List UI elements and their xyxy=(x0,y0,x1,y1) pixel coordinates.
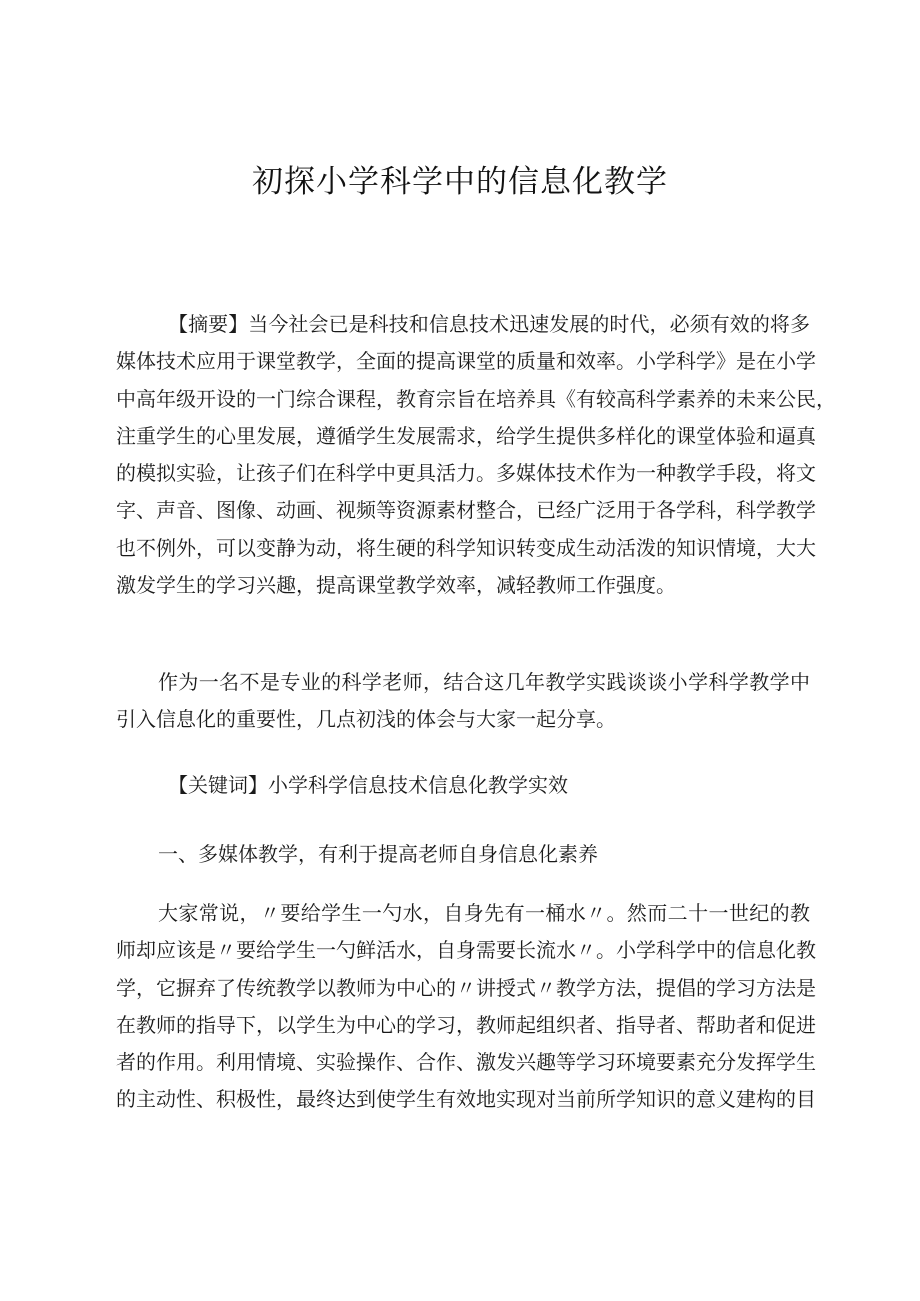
section1-paragraph xyxy=(116,895,816,1119)
abstract-line: 注重学生的心里发展，遵循学生发展需求，给学生提供多样化的课堂体验和逼真 xyxy=(116,423,816,448)
keywords-line: 【关键词】小学科学信息技术信息化教学实效 xyxy=(168,773,568,797)
abstract-paragraph xyxy=(116,306,836,604)
abstract-line: 也不例外，可以变静为动，将生硬的科学知识转变成生动活泼的知识情境，大大 xyxy=(116,535,816,560)
intro-paragraph xyxy=(116,664,810,739)
abstract-line: 【摘要】当今社会已是科技和信息技术迅速发展的时代，必须有效的将多 xyxy=(168,312,810,336)
section1-line: 大家常说，〃要给学生一勺水，自身先有一桶水〃。然而二十一世纪的教 xyxy=(158,901,810,925)
abstract-line: 字、声音、图像、动画、视频等资源素材整合，已经广泛用于各学科，科学教学 xyxy=(116,498,816,523)
abstract-line: 中高年级开设的一门综合课程，教育宗旨在培养具《有较高科学素养的未来公民， xyxy=(116,386,836,411)
section1-line: 的主动性、积极性，最终达到使学生有效地实现对当前所学知识的意义建构的目 xyxy=(116,1087,816,1112)
section-heading: 一、多媒体教学，有利于提高老师自身信息化素养 xyxy=(158,842,598,866)
document-title: 初探小学科学中的信息化教学 xyxy=(252,164,668,200)
abstract-line: 的模拟实验，让孩子们在科学中更具活力。多媒体技术作为一种教学手段，将文 xyxy=(116,461,816,486)
abstract-line: 激发学生的学习兴趣，提高课堂教学效率，减轻教师工作强度。 xyxy=(116,573,676,598)
section1-line: 者的作用。利用情境、实验操作、合作、激发兴趣等学习环境要素充分发挥学生 xyxy=(116,1050,816,1075)
abstract-line: 媒体技术应用于课堂教学，全面的提高课堂的质量和效率。小学科学》是在小学 xyxy=(116,349,816,374)
section1-line: 师却应该是〃要给学生一勺鲜活水，自身需要长流水〃。小学科学中的信息化教 xyxy=(116,938,816,963)
intro-line: 引入信息化的重要性，几点初浅的体会与大家一起分享。 xyxy=(116,707,616,732)
intro-line: 作为一名不是专业的科学老师，结合这几年教学实践谈谈小学科学教学中 xyxy=(158,670,810,694)
section1-line: 在教师的指导下，以学生为中心的学习，教师起组织者、指导者、帮助者和促进 xyxy=(116,1012,816,1037)
section1-line: 学，它摒弃了传统教学以教师为中心的〃讲授式〃教学方法，提倡的学习方法是 xyxy=(116,975,816,1000)
